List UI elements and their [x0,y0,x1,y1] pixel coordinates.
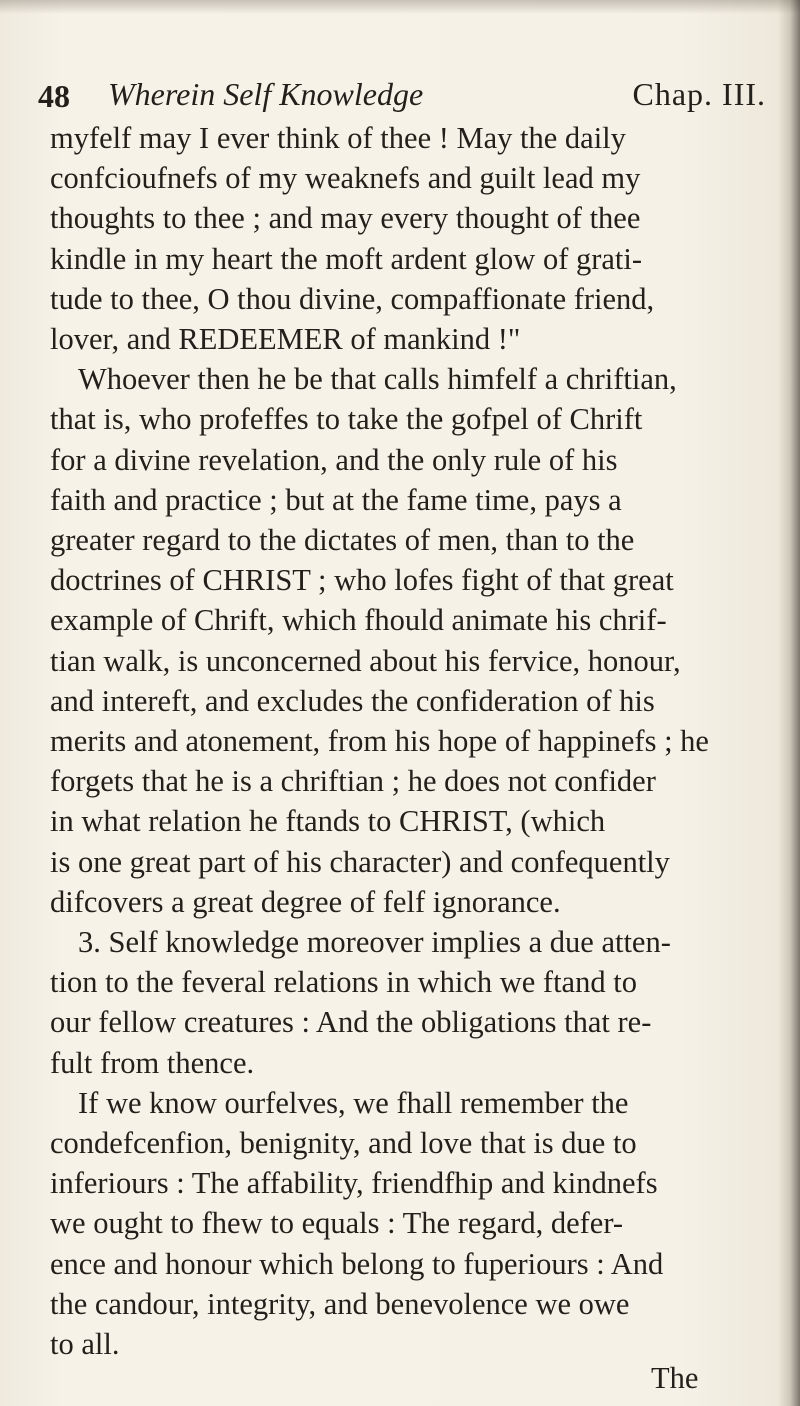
text-line: merits and atonement, from his hope of happinefs ; he [50,724,709,758]
text-line: tion to the feveral relations in which we ftand to [50,965,637,1000]
text-line: doctrines of CHRIST ; who lofes fight of that great [50,563,674,598]
text-line: Whoever then he be that calls himfelf a chriftian, [78,362,677,397]
text-line: inferiours : The affability, friendfhip and kindnefs [50,1166,658,1201]
text-line: forgets that he is a chriftian ; he does not confider [50,764,656,799]
text-line: example of Chrift, which fhould animate his chrif- [50,603,667,638]
text-line: faith and practice ; but at the fame time, pays a [50,482,622,517]
text-line: in what relation he ftands to CHRIST, (which [50,804,606,839]
text-line: thoughts to thee ; and may every thought of thee [50,201,641,236]
text-line: If we know ourfelves, we fhall remember the [78,1085,629,1120]
page-number: 48 [38,78,70,114]
text-line: for a divine revelation, and the only rule of his [50,442,618,477]
text-line: our fellow creatures : And the obligations that re- [50,1005,652,1040]
text-line: we ought to fhew to equals : The regard, defer- [50,1206,624,1241]
page-top-shadow [0,0,800,14]
running-title: Wherein Self Knowledge [108,76,424,112]
text-line: 3. Self knowledge moreover implies a due atten- [78,925,671,959]
text-line: fult from thence. [50,1045,255,1080]
text-line: condefcenfion, benignity, and love that is due to [50,1126,637,1160]
text-line: that is, who profeffes to take the gofpel of Chrift [50,402,643,437]
text-line: tude to thee, O thou divine, compaffionate friend, [50,281,655,316]
text-line: is one great part of his character) and confequently [50,844,670,879]
text-line: and intereft, and excludes the confideration of his [50,683,655,718]
text-line: tian walk, is unconcerned about his fervice, honour, [50,643,681,678]
catchword: The [651,1361,699,1395]
text-line: kindle in my heart the moft ardent glow of grati- [50,241,643,276]
text-line: ence and honour which belong to fuperiours : And [50,1246,664,1281]
text-line: greater regard to the dictates of men, than to the [50,523,635,557]
running-head [38,72,778,116]
text-line: to all. [50,1327,120,1361]
chapter-label: Chap. III. [632,76,766,112]
text-line: lover, and REDEEMER of mankind !" [50,322,521,356]
text-line: myfelf may I ever think of thee ! May the daily [50,121,626,155]
text-line: the candour, integrity, and benevolence we owe [50,1286,630,1321]
page-gutter-shadow [778,0,800,1406]
text-line: confcioufnefs of my weaknefs and guilt lead my [50,161,641,196]
text-line: difcovers a great degree of felf ignorance. [50,884,561,919]
